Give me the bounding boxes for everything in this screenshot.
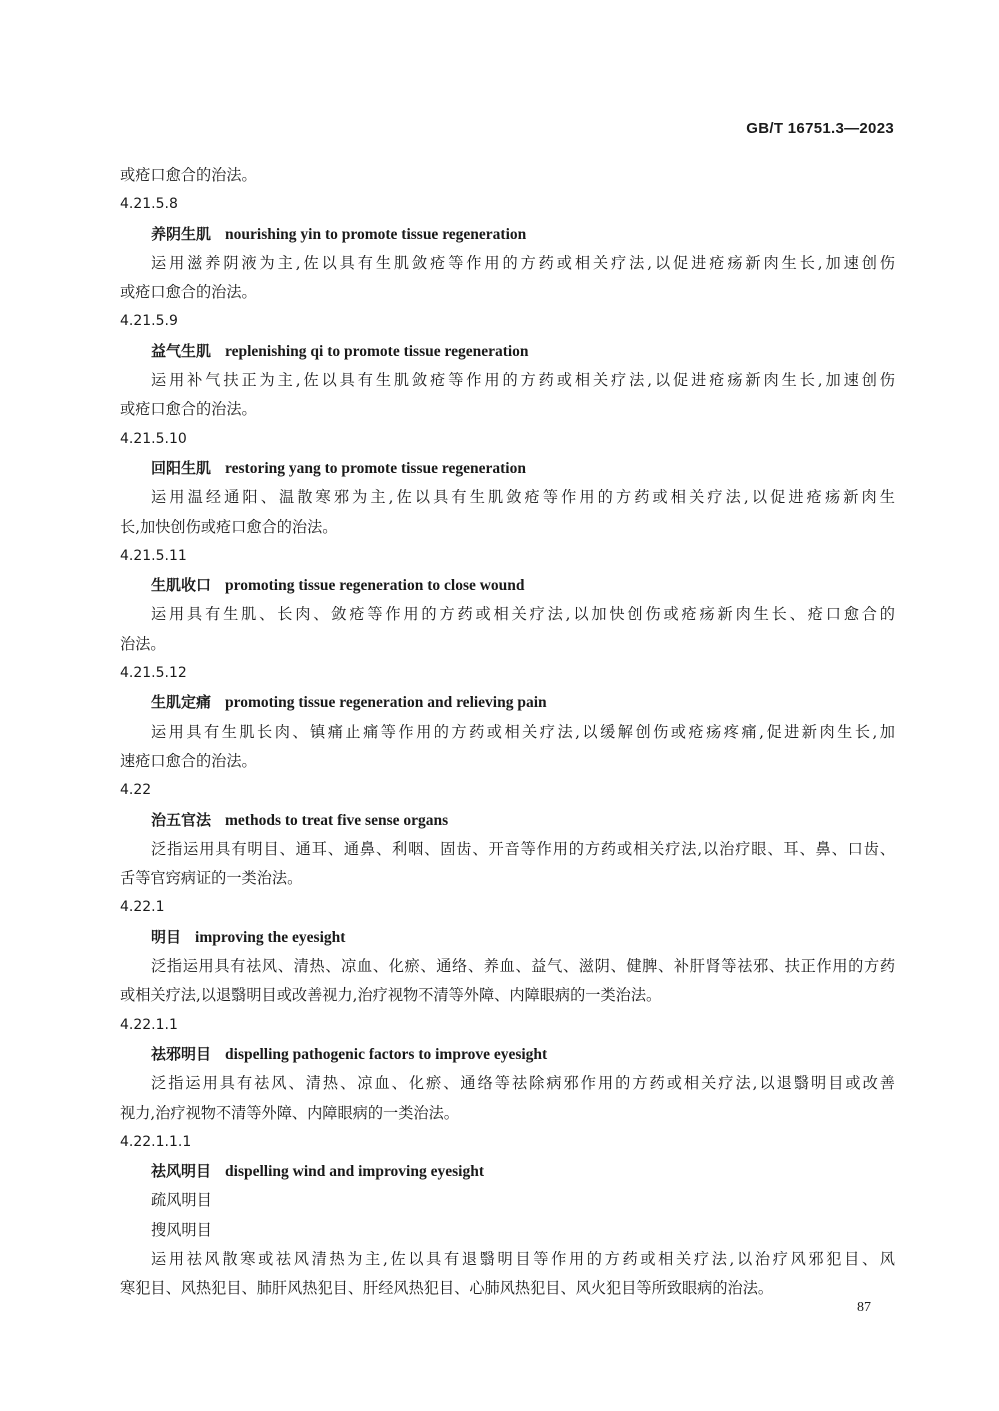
term-heading xyxy=(120,806,895,835)
term-chinese: 益气生肌 xyxy=(151,341,212,360)
paragraph-line: 运用具有生肌长肉、镇痛止痛等作用的方药或相关疗法,以缓解创伤或疮疡疼痛,促进新肉生长,加 xyxy=(151,722,895,741)
standard-code-header: GB/T 16751.3—2023 xyxy=(746,120,894,137)
paragraph-line: 视力,治疗视物不清等外障、内障眼病的一类治法。 xyxy=(120,1103,459,1122)
clause-number: 4.21.5.12 xyxy=(120,665,187,682)
paragraph-line: 或疮口愈合的治法。 xyxy=(120,166,257,184)
paragraph-line: 运用温经通阳、温散寒邪为主,佐以具有生肌敛疮等作用的方药或相关疗法,以促进疮疡新肉生 xyxy=(151,488,895,507)
document-body xyxy=(120,161,895,1304)
paragraph-line: 运用祛风散寒或祛风清热为主,佐以具有退翳明目等作用的方药或相关疗法,以治疗风邪犯目、风 xyxy=(151,1249,895,1268)
term-chinese: 祛风明目 xyxy=(151,1162,212,1181)
term-chinese: 治五官法 xyxy=(151,810,212,829)
clause-number: 4.22.1 xyxy=(120,899,165,916)
paragraph-line: 或疮口愈合的治法。 xyxy=(120,283,257,302)
paragraph-line: 速疮口愈合的治法。 xyxy=(120,751,257,770)
paragraph-line: 或疮口愈合的治法。 xyxy=(120,400,257,419)
term-chinese: 回阳生肌 xyxy=(151,458,212,477)
paragraph-line: 运用具有生肌、长肉、敛疮等作用的方药或相关疗法,以加快创伤或疮疡新肉生长、疮口愈合的 xyxy=(151,605,895,624)
term-english: promoting tissue regeneration and relieving pain xyxy=(225,694,547,712)
paragraph-line: 泛指运用具有祛风、清热、凉血、化瘀、通络、养血、益气、滋阴、健脾、补肝肾等祛邪、扶正作用的方药 xyxy=(151,957,895,976)
paragraph-line: 治法。 xyxy=(120,634,166,653)
clause-number: 4.22.1.1 xyxy=(120,1016,178,1033)
paragraph-line: 运用滋养阴液为主,佐以具有生肌敛疮等作用的方药或相关疗法,以促进疮疡新肉生长,加速创伤 xyxy=(151,253,895,272)
clause-number: 4.22.1.1.1 xyxy=(120,1133,192,1150)
paragraph-line: 疏风明目 xyxy=(151,1191,212,1210)
term-heading xyxy=(120,1040,895,1069)
paragraph-line: 泛指运用具有祛风、清热、凉血、化瘀、通络等祛除病邪作用的方药或相关疗法,以退翳明目或改善 xyxy=(151,1074,895,1093)
term-heading xyxy=(120,454,895,483)
paragraph-line: 长,加快创伤或疮口愈合的治法。 xyxy=(120,517,338,536)
term-chinese: 生肌定痛 xyxy=(151,693,212,712)
term-english: dispelling wind and improving eyesight xyxy=(225,1163,484,1181)
clause-number: 4.21.5.11 xyxy=(120,547,187,564)
clause-number: 4.21.5.10 xyxy=(120,430,187,447)
term-english: methods to treat five sense organs xyxy=(225,811,449,829)
term-heading xyxy=(120,220,895,249)
paragraph-line: 寒犯目、风热犯目、肺肝风热犯目、肝经风热犯目、心肺风热犯目、风火犯目等所致眼病的治法。 xyxy=(120,1279,774,1298)
paragraph-line: 搜风明目 xyxy=(151,1220,212,1239)
term-english: dispelling pathogenic factors to improve eyesight xyxy=(225,1045,548,1063)
term-chinese: 明目 xyxy=(151,927,182,946)
term-english: nourishing yin to promote tissue regeneration xyxy=(225,225,527,243)
term-english: promoting tissue regeneration to close wound xyxy=(225,577,525,595)
term-english: restoring yang to promote tissue regeneration xyxy=(225,459,526,477)
term-heading xyxy=(120,571,895,600)
term-heading xyxy=(120,337,895,366)
term-english: improving the eyesight xyxy=(195,928,346,946)
term-chinese: 祛邪明目 xyxy=(151,1044,212,1063)
term-english: replenishing qi to promote tissue regeneration xyxy=(225,342,529,360)
paragraph-line: 舌等官窍病证的一类治法。 xyxy=(120,869,303,888)
term-chinese: 生肌收口 xyxy=(151,576,212,595)
paragraph-line: 泛指运用具有明目、通耳、通鼻、利咽、固齿、开音等作用的方药或相关疗法,以治疗眼、耳、鼻、口齿、 xyxy=(151,839,895,858)
clause-number: 4.21.5.8 xyxy=(120,196,178,213)
term-chinese: 养阴生肌 xyxy=(151,224,212,243)
term-heading xyxy=(120,688,895,717)
paragraph-line: 运用补气扶正为主,佐以具有生肌敛疮等作用的方药或相关疗法,以促进疮疡新肉生长,加速创伤 xyxy=(151,371,895,390)
clause-number: 4.21.5.9 xyxy=(120,313,178,330)
clause-number: 4.22 xyxy=(120,782,152,799)
page-number: 87 xyxy=(857,1300,871,1315)
term-heading xyxy=(120,923,895,952)
paragraph-line: 或相关疗法,以退翳明目或改善视力,治疗视物不清等外障、内障眼病的一类治法。 xyxy=(120,986,662,1005)
term-heading xyxy=(120,1157,895,1186)
